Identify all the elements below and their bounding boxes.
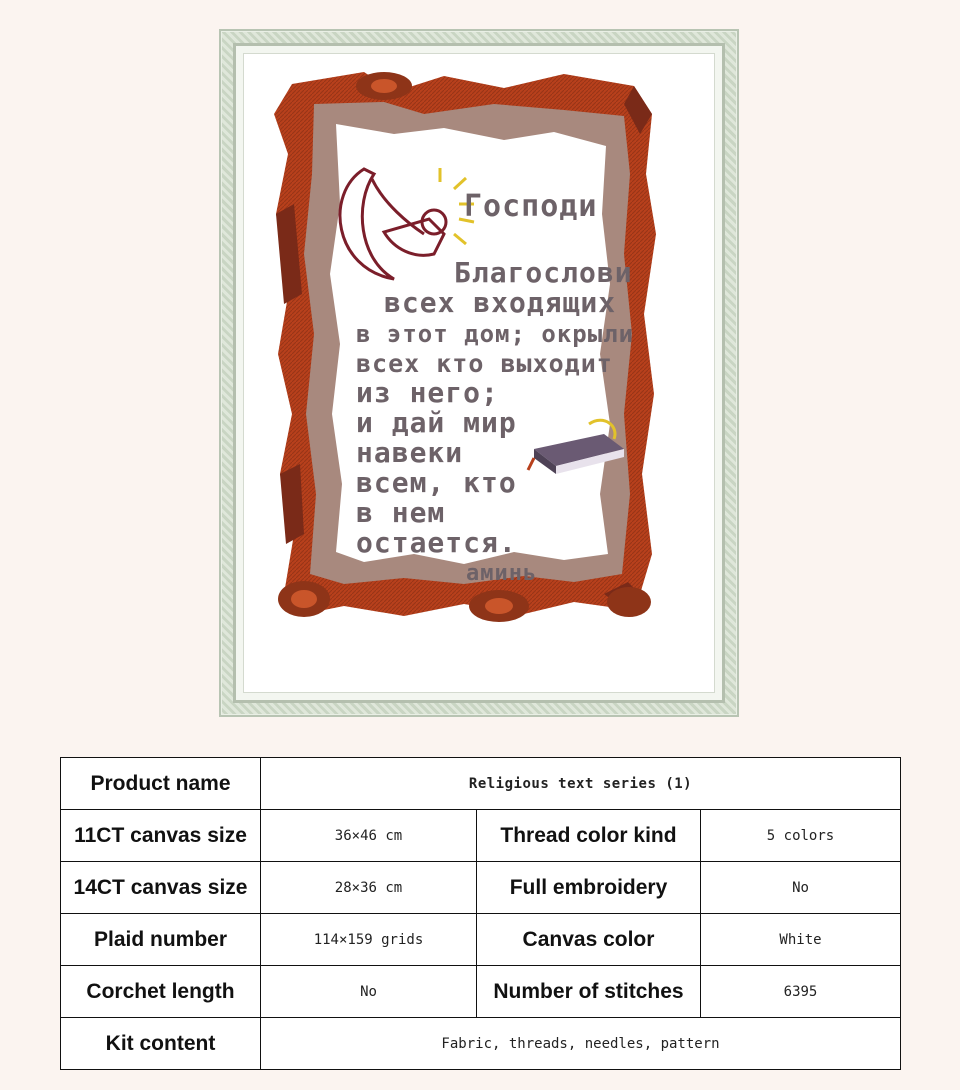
- artwork-line: остается.: [356, 526, 517, 559]
- table-row: [61, 1018, 901, 1070]
- table-row: [61, 914, 901, 966]
- artwork-title: Господи: [464, 189, 598, 224]
- stitches-value: 6395: [701, 966, 901, 1018]
- canvas-11ct-label: 11CT canvas size: [61, 810, 261, 862]
- artwork-line: всех входящих: [384, 286, 617, 319]
- product-spec-table: [60, 757, 901, 1070]
- artwork-line: навеки: [356, 436, 464, 469]
- artwork-line: из него;: [356, 376, 499, 409]
- table-row: [61, 810, 901, 862]
- plaid-number-value: 114×159 grids: [261, 914, 477, 966]
- full-embroidery-label: Full embroidery: [477, 862, 701, 914]
- artwork-line: и дай мир: [356, 406, 517, 439]
- artwork-mat: [244, 54, 714, 692]
- table-row: [61, 966, 901, 1018]
- stitches-label: Number of stitches: [477, 966, 701, 1018]
- table-row: [61, 862, 901, 914]
- canvas-14ct-label: 14CT canvas size: [61, 862, 261, 914]
- artwork-amen: аминь: [466, 561, 538, 586]
- canvas-11ct-value: 36×46 cm: [261, 810, 477, 862]
- canvas-14ct-value: 28×36 cm: [261, 862, 477, 914]
- thread-color-value: 5 colors: [701, 810, 901, 862]
- artwork-line: в этот дом; окрыли: [356, 320, 635, 348]
- corchet-length-value: No: [261, 966, 477, 1018]
- table-row: [61, 758, 901, 810]
- picture-frame: [219, 29, 739, 717]
- plaid-number-label: Plaid number: [61, 914, 261, 966]
- cross-stitch-artwork: [244, 54, 706, 684]
- canvas-color-label: Canvas color: [477, 914, 701, 966]
- artwork-line: Благослови: [454, 256, 633, 289]
- thread-color-label: Thread color kind: [477, 810, 701, 862]
- full-embroidery-value: No: [701, 862, 901, 914]
- artwork-line: в нем: [356, 496, 446, 529]
- artwork-line: всех кто выходит: [356, 349, 613, 378]
- frame-inner-border: [233, 43, 725, 703]
- artwork-line: всем, кто: [356, 466, 517, 499]
- product-name-value: Religious text series (1): [261, 758, 901, 810]
- product-name-label: Product name: [61, 758, 261, 810]
- corchet-length-label: Corchet length: [61, 966, 261, 1018]
- kit-content-label: Kit content: [61, 1018, 261, 1070]
- canvas-color-value: White: [701, 914, 901, 966]
- kit-content-value: Fabric, threads, needles, pattern: [261, 1018, 901, 1070]
